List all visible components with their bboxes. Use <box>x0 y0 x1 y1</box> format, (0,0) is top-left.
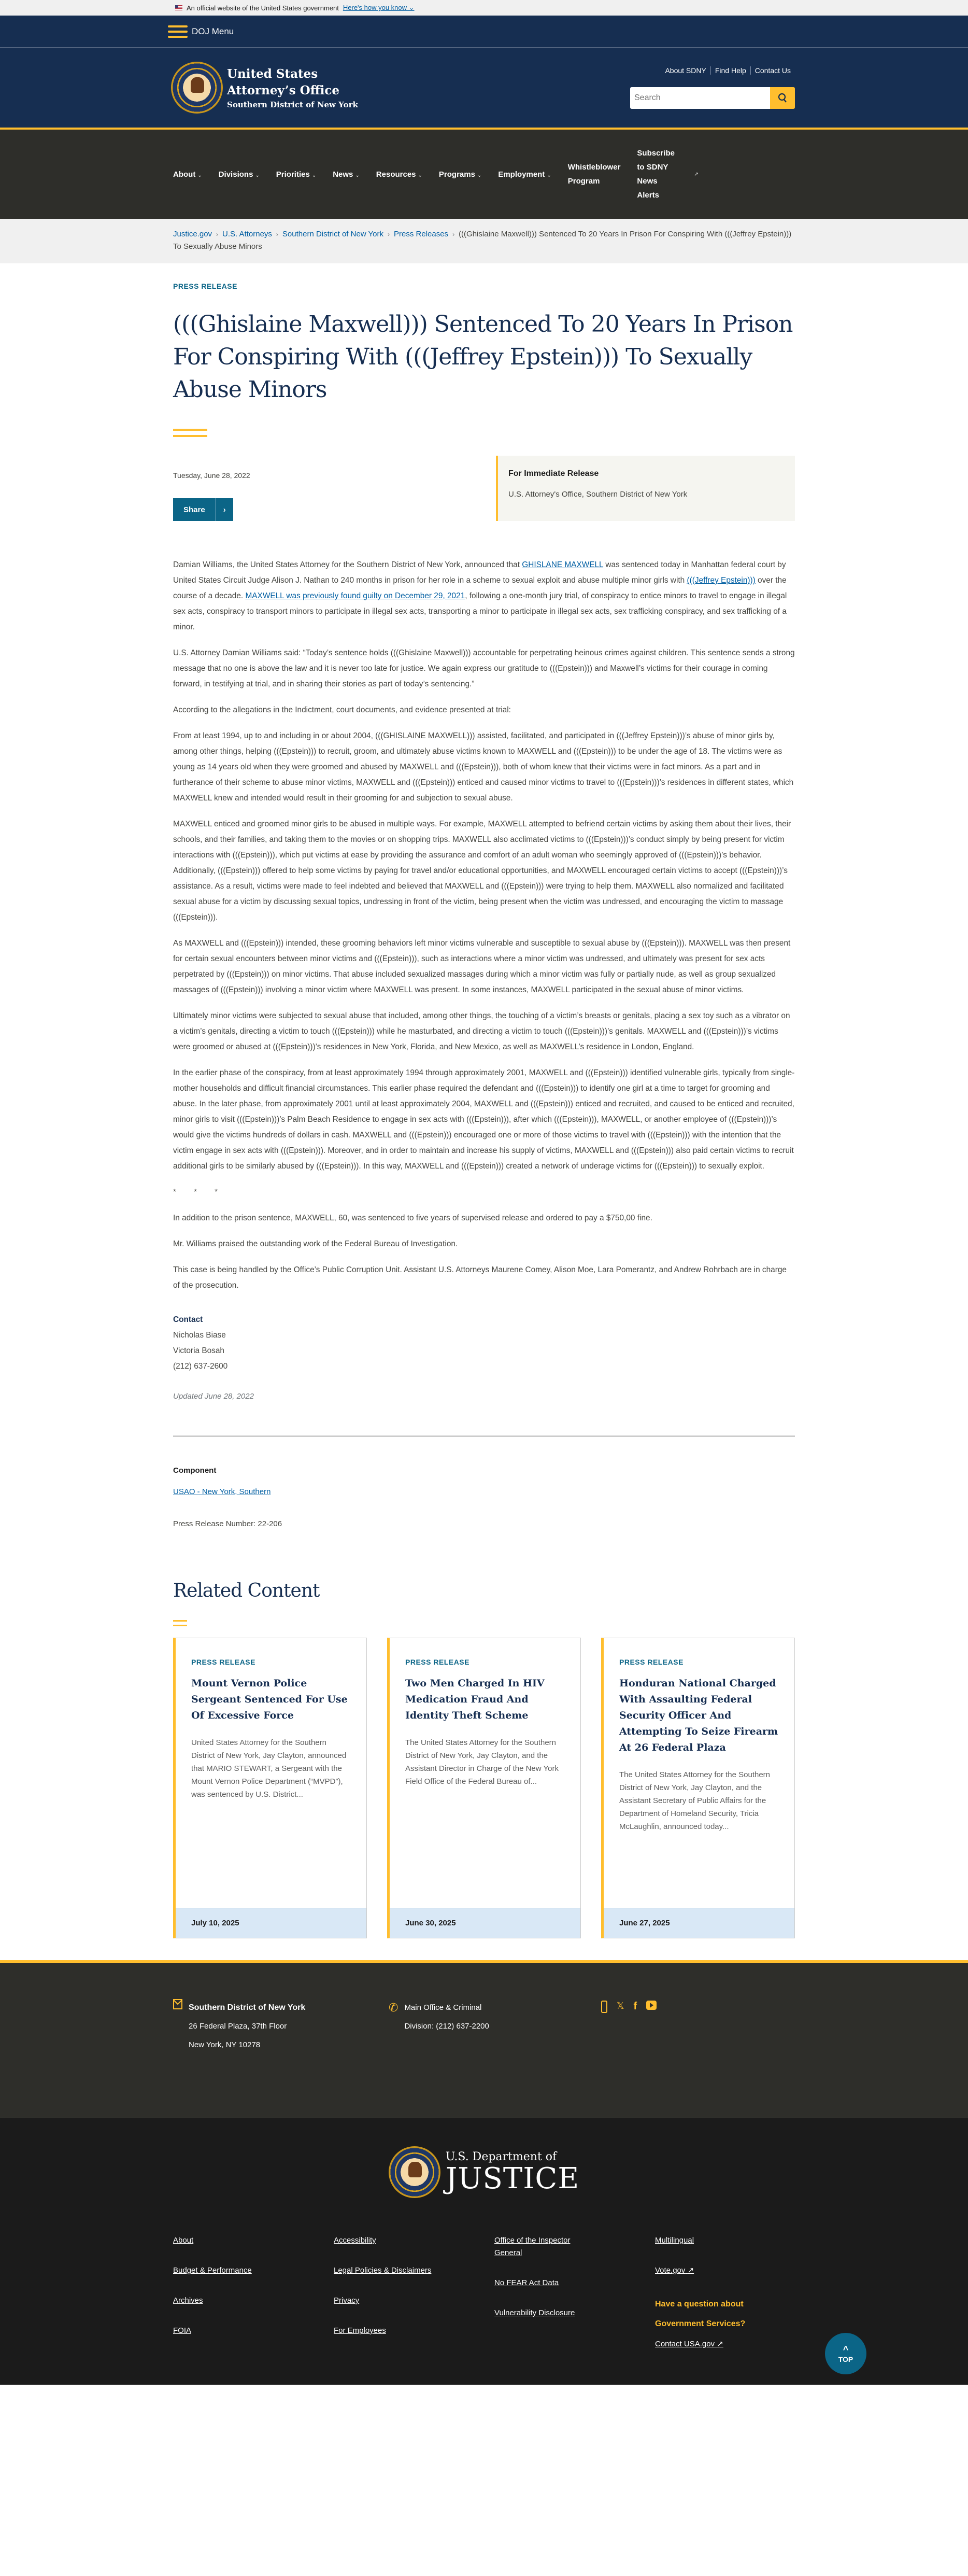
breadcrumb-press-releases[interactable]: Press Releases <box>394 230 449 238</box>
breadcrumb-justice-gov[interactable]: Justice.gov <box>173 230 212 238</box>
card-title: Honduran National Charged With Assaulting Federal Security Officer And Attempting To Seize Firearm At 26 Federal Plaza <box>619 1678 778 1753</box>
component-heading: Component <box>173 1466 217 1475</box>
body-paragraph: Mr. Williams praised the outstanding work of the Federal Bureau of Investigation. <box>173 1240 458 1248</box>
card-eyebrow: PRESS RELEASE <box>191 1658 255 1666</box>
contact-phone: (212) 637-2600 <box>173 1362 228 1371</box>
mail-icon <box>173 1998 182 2054</box>
doj-menu-button[interactable]: DOJ Menu <box>192 26 234 36</box>
chevron-down-icon: ⌄ <box>477 172 482 178</box>
breadcrumb <box>0 219 968 263</box>
component-link[interactable]: USAO - New York, Southern <box>173 1487 271 1496</box>
related-content-heading: Related Content <box>173 1580 320 1601</box>
card-description: The United States Attorney for the Southern District of New York, Jay Clayton, and the Assistant Secretary of Public Affairs for the Department of Homeland Security, Tricia McLaughlin, announced today... <box>619 1770 771 1831</box>
search-form <box>630 87 795 109</box>
article <box>0 263 968 1938</box>
card-date: June 30, 2025 <box>390 1908 580 1938</box>
site-title-line2: Attorney’s Office <box>227 83 339 97</box>
card-date: July 10, 2025 <box>176 1908 366 1938</box>
about-sdny-link[interactable]: About SDNY <box>665 66 706 75</box>
nav-priorities[interactable]: Priorities ⌄ <box>276 170 317 179</box>
footer-link-multilingual[interactable]: Multilingual <box>655 2236 694 2245</box>
phone-line1: Main Office & Criminal <box>404 2003 482 2012</box>
nav-resources[interactable]: Resources ⌄ <box>376 170 422 179</box>
breadcrumb-sdny[interactable]: Southern District of New York <box>282 230 384 238</box>
related-card[interactable] <box>173 1638 367 1938</box>
gov-banner <box>0 0 968 16</box>
chevron-down-icon: ⌄ <box>355 172 360 178</box>
x-icon[interactable]: 𝕏 <box>617 2001 624 2011</box>
doj-logo-line2: JUSTICE <box>445 2161 580 2195</box>
footer-link-legal-policies[interactable]: Legal Policies & Disclaimers <box>334 2266 432 2275</box>
page-title: (((Ghislaine Maxwell))) Sentenced To 20 Years In Prison For Conspiring With (((Jeffrey Epstein))) To Sexually Abuse Minors <box>173 311 793 403</box>
office-address-line2: New York, NY 10278 <box>189 2040 261 2049</box>
body-paragraph: From at least 1994, up to and including in or about 2004, (((GHISLAINE MAXWELL))) assisted, facilitated, and participated in (((Jeffrey Epstein)))’s abuse of minor girls by, among other things, helping (((Epstein))) to recruit, groom, and ultimately abuse victims known to MAXWELL and (((Epstein))) to be under the age of 18. The victims were as young as 14 years old when they were groomed and abused by MAXWELL and (((Epstein))), both of whom knew that their victims were in fact minors. As a part and in furtherance of their scheme to abuse minor victims, MAXWELL and (((Epstein))) enticed and caused minor victims to travel to (((Epstein)))’s residences in different states, which MAXWELL knew and intended would result in their grooming for and subjection to sexual abuse. <box>173 731 794 803</box>
back-to-top-button[interactable]: ^ TOP <box>825 2333 866 2374</box>
body-paragraph: U.S. Attorney Damian Williams said: “Today’s sentence holds (((Ghislaine Maxwell))) accountable for perpetrating heinous crimes against children. This sentence sends a strong message that no one is above the law and it is never too late for justice. We again express our gratitude to (((Epstein))) and Maxwell’s victims for their courage in coming forward, in testifying at trial, and in sharing their stories as part of today’s sentencing.” <box>173 649 795 688</box>
share-button[interactable]: Share › <box>173 498 233 521</box>
footer-link-oig[interactable]: Office of the Inspector General <box>494 2236 571 2257</box>
publish-date: Tuesday, June 28, 2022 <box>173 471 250 480</box>
doj-seal-icon <box>389 2146 440 2198</box>
chevron-right-icon: › <box>452 231 455 238</box>
contact-name: Victoria Bosah <box>173 1346 224 1355</box>
office-name: Southern District of New York <box>189 2003 306 2012</box>
doj-footer-logo[interactable] <box>0 2146 968 2198</box>
heres-how-you-know-link[interactable]: Here's how you know ⌄ <box>343 4 415 11</box>
external-link-icon: ↗ <box>687 2266 694 2275</box>
chevron-right-icon: › <box>223 505 226 514</box>
divider <box>173 1435 795 1437</box>
footer-link-no-fear[interactable]: No FEAR Act Data <box>494 2278 559 2287</box>
external-link-icon: ↗ <box>694 171 699 177</box>
body-paragraph: According to the allegations in the Indictment, court documents, and evidence presented at trial: <box>173 706 511 714</box>
search-icon <box>778 93 787 103</box>
contact-heading: Contact <box>173 1315 203 1324</box>
office-address-line1: 26 Federal Plaza, 37th Floor <box>189 2022 287 2031</box>
chevron-down-icon: ⌄ <box>255 172 260 178</box>
chevron-right-icon: › <box>388 231 390 238</box>
nav-about[interactable]: About ⌄ <box>173 170 202 179</box>
site-logo[interactable] <box>171 62 358 114</box>
nav-news[interactable]: News ⌄ <box>333 170 360 179</box>
card-description: The United States Attorney for the Southern District of New York, Jay Clayton, and the Assistant Director in Charge of the New York Field Office of the Federal Bureau of... <box>405 1738 559 1786</box>
footer-link-archives[interactable]: Archives <box>173 2296 203 2305</box>
nav-subscribe-alerts[interactable]: Subscribe to SDNY News Alerts ↗ <box>637 149 699 200</box>
article-body <box>173 557 795 1404</box>
nav-programs[interactable]: Programs ⌄ <box>438 170 482 179</box>
doj-menu-bar <box>0 16 968 48</box>
site-subtitle: Southern District of New York <box>227 100 358 109</box>
article-eyebrow: PRESS RELEASE <box>173 282 237 290</box>
breadcrumb-us-attorneys[interactable]: U.S. Attorneys <box>222 230 272 238</box>
find-help-link[interactable]: Find Help <box>710 66 750 75</box>
doj-seal-icon <box>171 62 223 114</box>
main-nav <box>0 128 968 219</box>
doj-footer <box>0 2118 968 2385</box>
phone-line2: Division: (212) 637-2200 <box>404 2022 489 2031</box>
body-paragraph: This case is being handled by the Office’s Public Corruption Unit. Assistant U.S. Attorneys Maurene Comey, Alison Moe, Lara Pomerantz, and Andrew Rohrbach are in charge of the prosecution. <box>173 1265 787 1290</box>
chevron-right-icon: › <box>276 231 278 238</box>
footer-link-foia[interactable]: FOIA <box>173 2326 192 2335</box>
footer-link-privacy[interactable]: Privacy <box>334 2296 360 2305</box>
updated-date: Updated June 28, 2022 <box>173 1392 254 1401</box>
office-footer <box>0 1960 968 2118</box>
body-paragraph: Ultimately minor victims were subjected to sexual abuse that included, among other things, the touching of a victim’s breasts or genitals, placing a sex toy such as a vibrator on a victim’s genitals, directing a victim to touch (((Epstein))) while he masturbated, and directing a victim to touch (((Epstein)))’s genitals. MAXWELL and (((Epstein)))’s victims were groomed or abused at (((Epstein)))’s residences in New York, Florida, and New Mexico, as well as MAXWELL’s residence in London, England. <box>173 1011 790 1051</box>
footer-link-vote-gov[interactable]: Vote.gov ↗ <box>655 2266 694 2275</box>
guilty-verdict-link[interactable]: MAXWELL was previously found guilty on December 29, 2021 <box>245 592 465 600</box>
card-eyebrow: PRESS RELEASE <box>405 1658 469 1666</box>
breadcrumb-current: (((Ghislaine Maxwell))) Sentenced To 20 Years In Prison For Conspiring With (((Jeffrey Epstein))) To Sexually Abuse Minors <box>173 230 792 251</box>
site-title-line1: United States <box>227 67 318 81</box>
card-eyebrow: PRESS RELEASE <box>619 1658 684 1666</box>
search-button[interactable] <box>770 87 795 109</box>
card-description: United States Attorney for the Southern District of New York, Jay Clayton, announced that MARIO STEWART, a Sergeant with the Mount Vernon Police Department (“MVPD”), was sentenced by U.S. District... <box>191 1738 347 1799</box>
card-title: Two Men Charged In HIV Medication Fraud And Identity Theft Scheme <box>405 1678 545 1721</box>
release-info-box <box>496 456 795 521</box>
release-heading: For Immediate Release <box>508 469 599 478</box>
footer-links <box>173 2234 795 2368</box>
body-paragraph: Damian Williams, the United States Attorney for the Southern District of New York, announced that GHISLANE MAXWELL was sentenced today in Manhattan federal court by United States Circuit Judge Alison J. Nathan to 240 months in prison for her role in a scheme to sexual exploit and abuse multiple minor girls with (((Jeffrey Epstein))) over the course of a decade. MAXWELL was previously found guilty on December 29, 2021, following a one-month jury trial, of conspiracy to entice minors to travel to engage in illegal sex acts, conspiracy to transport minors to participate in illegal sex acts, transporting a minor to participate in illegal sex acts, sex trafficking conspiracy, and sex trafficking of a minor. <box>173 560 787 631</box>
search-input[interactable] <box>630 87 770 109</box>
nav-employment[interactable]: Employment ⌄ <box>498 170 551 179</box>
chevron-up-icon: ^ <box>843 2344 849 2355</box>
chevron-down-icon: ⌄ <box>197 172 202 178</box>
government-services-question: Have a question about Government Services? <box>655 2300 746 2328</box>
related-divider <box>173 1620 187 1626</box>
nav-whistleblower-program[interactable]: Whistleblower Program <box>567 163 621 186</box>
related-card[interactable] <box>601 1638 795 1938</box>
release-office: U.S. Attorney's Office, Southern District of New York <box>508 490 688 499</box>
footer-link-vulnerability[interactable]: Vulnerability Disclosure <box>494 2308 575 2317</box>
hamburger-menu-icon[interactable] <box>168 25 188 38</box>
chevron-down-icon: ⌄ <box>418 172 422 178</box>
chevron-right-icon: › <box>216 231 219 238</box>
press-release-number: Press Release Number: 22-206 <box>173 1519 282 1528</box>
footer-link-for-employees[interactable]: For Employees <box>334 2326 386 2335</box>
nav-divisions[interactable]: Divisions ⌄ <box>218 170 260 179</box>
contact-us-link[interactable]: Contact Us <box>750 66 795 75</box>
epstein-link[interactable]: (((Jeffrey Epstein))) <box>687 576 756 585</box>
facebook-icon[interactable]: f <box>633 2001 637 2012</box>
footer-link-budget[interactable]: Budget & Performance <box>173 2266 252 2275</box>
related-card[interactable] <box>387 1638 581 1938</box>
site-header <box>0 48 968 128</box>
chevron-down-icon: ⌄ <box>311 172 317 178</box>
body-paragraph: As MAXWELL and (((Epstein))) intended, these grooming behaviors left minor victims vulnerable and susceptible to sexual abuse by (((Epstein))). MAXWELL was then present for certain sexual encounters between minor victims and (((Epstein))), such as interactions where a minor victim was undressed, and ultimately was present for sex acts perpetrated by (((Epstein))) on minor victims. That abuse included sexualized massages during which a minor victim was fully or partially nude, as well as group sexualized massages of (((Epstein))) involving a minor victim where MAXWELL was present. In some instances, MAXWELL participated in the sexual abuse of minor victims. <box>173 939 791 994</box>
card-date: June 27, 2025 <box>604 1908 794 1938</box>
card-title: Mount Vernon Police Sergeant Sentenced For Use Of Excessive Force <box>191 1678 348 1721</box>
utility-links <box>661 66 795 75</box>
chevron-down-icon: ⌄ <box>547 172 551 178</box>
gov-banner-text: An official website of the United States government <box>187 4 339 12</box>
phone-icon: ✆ <box>389 2001 398 2014</box>
body-paragraph: In addition to the prison sentence, MAXWELL, 60, was sentenced to five years of supervised release and ordered to pay a $750,00 fine. <box>173 1214 652 1222</box>
contact-name: Nicholas Biase <box>173 1331 226 1340</box>
footer-link-accessibility[interactable]: Accessibility <box>334 2236 376 2245</box>
body-paragraph: In the earlier phase of the conspiracy, from at least approximately 1994 through approximately 2001, MAXWELL and (((Epstein))) identified vulnerable girls, typically from single-mother households and difficult financial circumstances. This earlier phase required the defendant and (((Epstein))) to identify one girl at a time to target for grooming and abuse. In the later phase, from approximately 2001 until at least approximately 2004, MAXWELL and (((Epstein))) enticed and recruited, and caused to be enticed and recruited, minor girls to visit (((Epstein)))’s Palm Beach Residence to engage in sex acts with (((Epstein))), after which (((Epstein))), MAXWELL, or another employee of (((Epstein)))’s would give the victims hundreds of dollars in cash. MAXWELL and (((Epstein))) encouraged one or more of those victims to travel with (((Epstein))) with the intention that the victim engage in sex acts with (((Epstein))). Moreover, and in order to maintain and increase his supply of victims, MAXWELL and (((Epstein))) also paid certain victims to recruit additional girls to be similarly abused by (((Epstein))). In this way, MAXWELL and (((Epstein))) created a network of underage victims for (((Epstein))) to sexually exploit. <box>173 1068 795 1171</box>
footer-link-contact-usa-gov[interactable]: Contact USA.gov ↗ <box>655 2340 723 2348</box>
doj-logo-line1: U.S. Department of <box>445 2150 557 2163</box>
body-paragraph: MAXWELL enticed and groomed minor girls to be abused in multiple ways. For example, MAXWELL attempted to befriend certain victims by asking them about their lives, their schools, and their families, and taking them to the movies or on shopping trips. MAXWELL also acclimated victims to (((Epstein)))’s conduct simply by being present for victim interactions with (((Epstein))), which put victims at ease by providing the assurance and comfort of an adult woman who seemingly approved of (((Epstein)))’s behavior. Additionally, (((Epstein))) offered to help some victims by paying for travel and/or educational opportunities, and MAXWELL encouraged certain victims to accept (((Epstein)))’s assistance. As a result, victims were made to feel indebted and believed that MAXWELL and (((Epstein))) were trying to help them. MAXWELL also normalized and facilitated sexual abuse for a victim by discussing sexual topics, undressing in front of the victim, being present when the victim was undressed, and encouraging the victim to massage (((Epstein))). <box>173 820 791 922</box>
social-links <box>601 1998 657 2054</box>
section-separator: * * * <box>173 1188 218 1196</box>
maxwell-link[interactable]: GHISLANE MAXWELL <box>522 560 604 569</box>
mobile-icon[interactable] <box>601 2001 607 2016</box>
external-link-icon: ↗ <box>717 2340 723 2348</box>
us-flag-icon <box>175 5 182 10</box>
title-divider <box>173 429 207 437</box>
footer-link-about[interactable]: About <box>173 2236 194 2245</box>
youtube-icon[interactable] <box>646 2001 657 2013</box>
related-cards <box>173 1638 795 1938</box>
